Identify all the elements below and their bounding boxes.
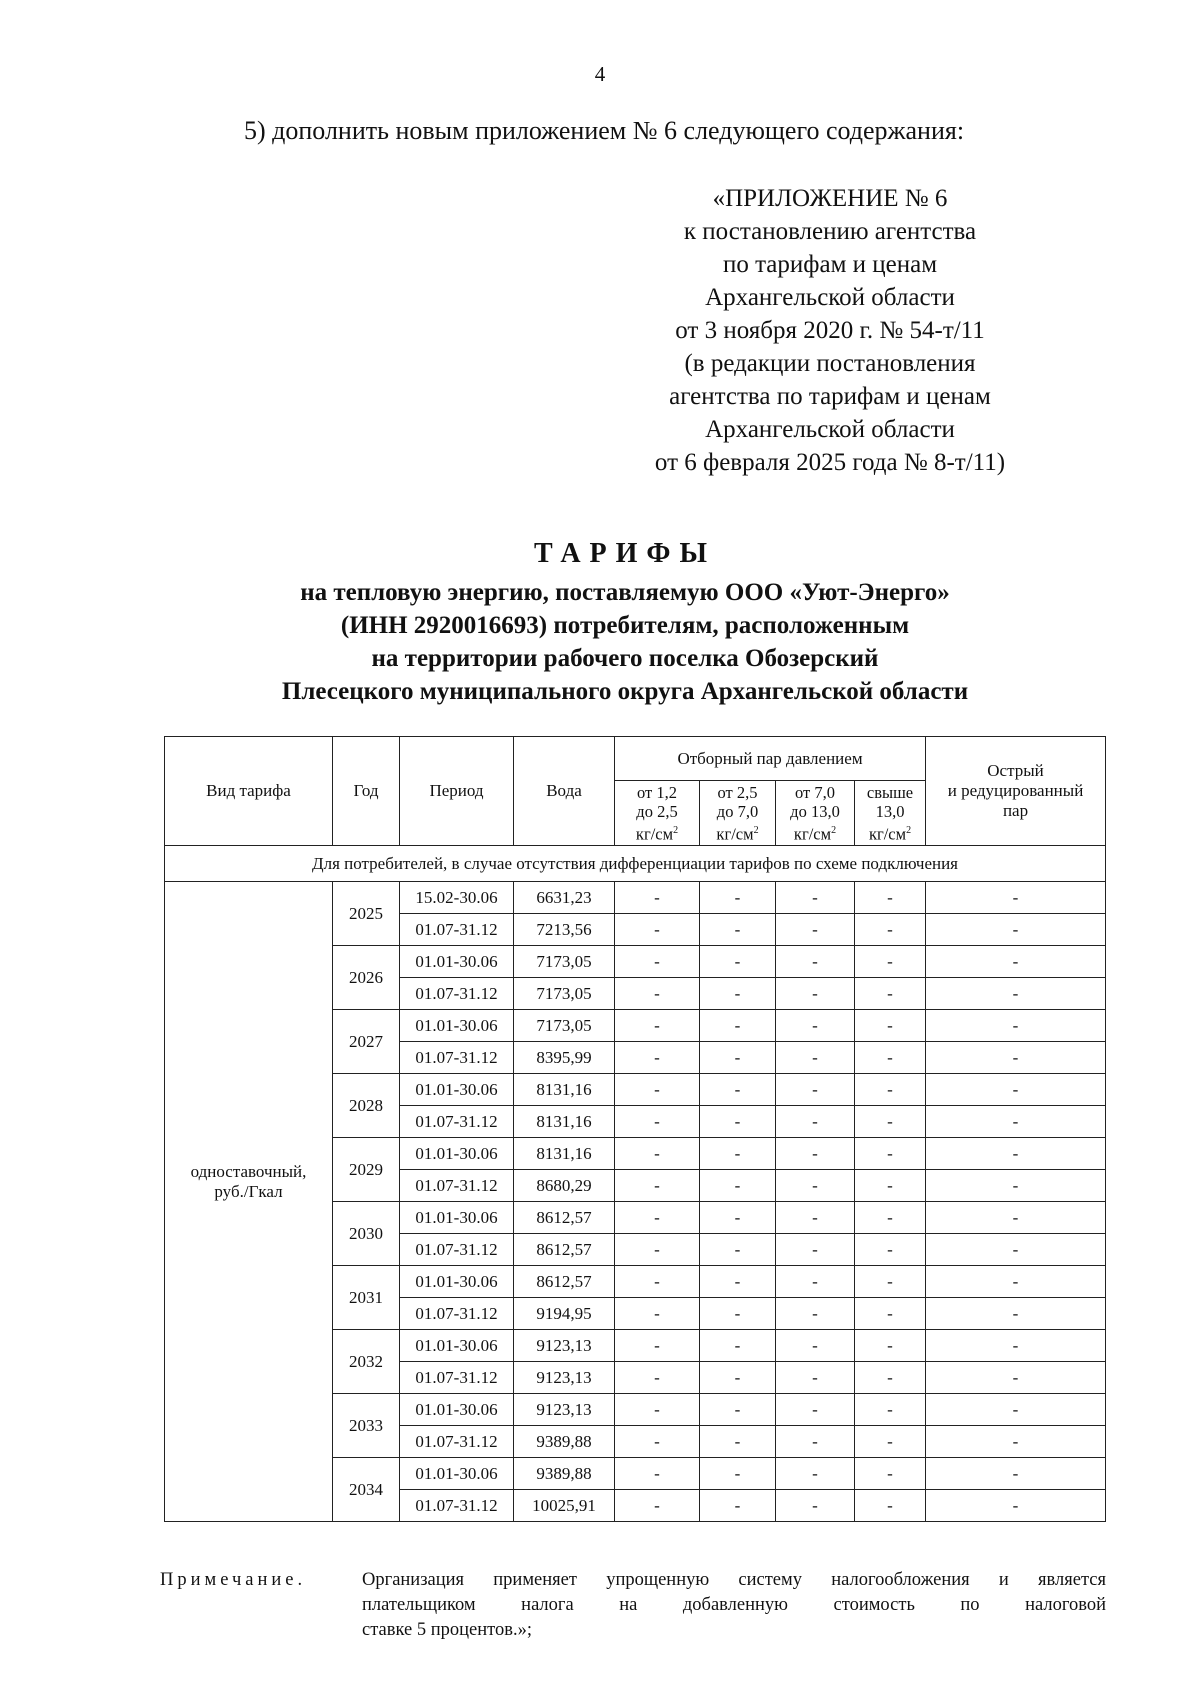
header-steam-line: до 7,0 [716,801,759,821]
dash-cell: - [855,1170,926,1202]
appendix-line: Архангельской области [705,284,955,311]
dash-cell: - [926,1138,1106,1170]
dash-cell: - [926,978,1106,1010]
dash-cell: - [700,1330,776,1362]
water-cell: 9123,13 [514,1330,615,1362]
appendix-line: к постановлению агентства [683,218,977,245]
period-cell: 01.01-30.06 [400,946,514,978]
period-cell: 01.01-30.06 [400,1458,514,1490]
page-number: 4 [594,62,606,86]
dash-cell: - [615,1138,700,1170]
water-cell: 9123,13 [514,1362,615,1394]
dash-cell: - [700,1106,776,1138]
dash-cell: - [615,1298,700,1330]
unit-sup: 2 [906,824,912,836]
period-cell: 01.01-30.06 [400,1266,514,1298]
header-steam-line: до 13,0 [790,801,840,821]
period-cell: 15.02-30.06 [400,882,514,914]
header-steam-col [776,781,855,846]
dash-cell: - [700,1394,776,1426]
dash-cell: - [926,914,1106,946]
dash-cell: - [926,946,1106,978]
dash-cell: - [926,1298,1106,1330]
dash-cell: - [855,1042,926,1074]
dash-cell: - [776,1202,855,1234]
unit-sup: 2 [673,824,679,836]
dash-cell: - [926,1042,1106,1074]
dash-cell: - [926,1202,1106,1234]
year-cell: 2025 [333,882,400,946]
dash-cell: - [776,1298,855,1330]
header-steam-unit [702,821,773,844]
dash-cell: - [926,1106,1106,1138]
period-cell: 01.07-31.12 [400,1170,514,1202]
dash-cell: - [700,1490,776,1522]
dash-cell: - [776,1074,855,1106]
document-title [200,538,1050,708]
year-cell: 2031 [333,1266,400,1330]
water-cell: 8612,57 [514,1234,615,1266]
dash-cell: - [855,1202,926,1234]
dash-cell: - [700,1362,776,1394]
dash-cell: - [615,1170,700,1202]
header-steam-line: свыше [866,782,914,802]
dash-cell: - [776,1170,855,1202]
water-cell: 9389,88 [514,1458,615,1490]
header-steam-line: от 1,2 [637,782,677,802]
title-main: ТАРИФЫ [534,538,716,569]
dash-cell: - [855,914,926,946]
period-cell: 01.07-31.12 [400,1042,514,1074]
note-line: плательщиком налога на добавленную стоимость по налоговой [362,1595,1106,1615]
unit-text: кг/см [793,824,832,844]
year-cell: 2028 [333,1074,400,1138]
header-sharp-steam [926,737,1106,846]
period-cell: 01.07-31.12 [400,1362,514,1394]
dash-cell: - [926,1010,1106,1042]
dash-cell: - [776,1266,855,1298]
header-steam-col [855,781,926,846]
dash-cell: - [926,1074,1106,1106]
intro-paragraph: 5) дополнить новым приложением № 6 следующего содержания: [244,116,965,145]
dash-cell: - [700,1010,776,1042]
dash-cell: - [615,1266,700,1298]
header-tariff-type: Вид тарифа [165,737,333,846]
year-cell: 2026 [333,946,400,1010]
appendix-line: от 6 февраля 2025 года № 8-т/11) [654,449,1006,476]
year-cell: 2027 [333,1010,400,1074]
dash-cell: - [776,1394,855,1426]
appendix-header [620,182,1040,479]
dash-cell: - [855,978,926,1010]
dash-cell: - [700,1266,776,1298]
period-cell: 01.07-31.12 [400,1234,514,1266]
water-cell: 8131,16 [514,1074,615,1106]
dash-cell: - [926,1426,1106,1458]
dash-cell: - [926,1362,1106,1394]
water-cell: 9194,95 [514,1298,615,1330]
water-cell: 10025,91 [514,1490,615,1522]
header-steam-line: 13,0 [875,801,905,821]
dash-cell: - [776,882,855,914]
period-cell: 01.01-30.06 [400,1074,514,1106]
period-cell: 01.01-30.06 [400,1394,514,1426]
title-line: на территории рабочего поселка Обозерский [371,645,879,672]
period-cell: 01.01-30.06 [400,1202,514,1234]
dash-cell: - [700,1234,776,1266]
period-cell: 01.07-31.12 [400,978,514,1010]
dash-cell: - [855,1490,926,1522]
dash-cell: - [700,1426,776,1458]
water-cell: 7173,05 [514,1010,615,1042]
period-cell: 01.07-31.12 [400,1426,514,1458]
header-sharp-line: пар [1002,801,1029,820]
header-steam-line: до 2,5 [636,801,678,821]
dash-cell: - [855,1426,926,1458]
header-steam-line: от 7,0 [795,782,835,802]
appendix-line: Архангельской области [705,416,955,443]
header-year: Год [333,737,400,846]
year-cell: 2033 [333,1394,400,1458]
water-cell: 7173,05 [514,978,615,1010]
header-water: Вода [514,737,615,846]
period-cell: 01.07-31.12 [400,1298,514,1330]
dash-cell: - [700,1074,776,1106]
title-line: на тепловую энергию, поставляемую ООО «Уют-Энерго» [300,579,950,606]
dash-cell: - [855,1234,926,1266]
dash-cell: - [855,882,926,914]
dash-cell: - [700,1042,776,1074]
dash-cell: - [615,1426,700,1458]
water-cell: 8680,29 [514,1170,615,1202]
dash-cell: - [615,1394,700,1426]
dash-cell: - [776,1106,855,1138]
tariff-table [164,736,1106,1522]
header-steam-unit [857,821,923,844]
dash-cell: - [855,946,926,978]
dash-cell: - [776,1490,855,1522]
dash-cell: - [926,1490,1106,1522]
dash-cell: - [855,1458,926,1490]
note-label: Примечание. [160,1570,307,1590]
dash-cell: - [615,1490,700,1522]
appendix-line: агентства по тарифам и ценам [669,383,991,410]
dash-cell: - [926,882,1106,914]
water-cell: 8612,57 [514,1266,615,1298]
dash-cell: - [700,1138,776,1170]
dash-cell: - [776,946,855,978]
dash-cell: - [855,1394,926,1426]
dash-cell: - [615,1362,700,1394]
unit-text: кг/см [635,824,674,844]
appendix-line: по тарифам и ценам [722,251,938,278]
unit-text: кг/см [716,824,754,844]
year-cell: 2034 [333,1458,400,1522]
dash-cell: - [615,978,700,1010]
dash-cell: - [855,1298,926,1330]
tariff-type-line: руб./Гкал [214,1181,283,1201]
dash-cell: - [855,1106,926,1138]
unit-text: кг/см [868,824,907,844]
period-cell: 01.07-31.12 [400,914,514,946]
dash-cell: - [615,1234,700,1266]
dash-cell: - [776,1234,855,1266]
dash-cell: - [926,1266,1106,1298]
dash-cell: - [615,946,700,978]
year-cell: 2032 [333,1330,400,1394]
dash-cell: - [700,1170,776,1202]
tariff-type-line: одноставочный, [190,1161,307,1181]
water-cell: 7173,05 [514,946,615,978]
dash-cell: - [776,1458,855,1490]
dash-cell: - [615,1458,700,1490]
water-cell: 8395,99 [514,1042,615,1074]
period-cell: 01.01-30.06 [400,1010,514,1042]
water-cell: 9389,88 [514,1426,615,1458]
dash-cell: - [855,1138,926,1170]
dash-cell: - [855,1266,926,1298]
dash-cell: - [776,978,855,1010]
water-cell: 8131,16 [514,1138,615,1170]
header-steam-group: Отборный пар давлением [615,737,926,781]
dash-cell: - [855,1074,926,1106]
water-cell: 8131,16 [514,1106,615,1138]
tariff-type-cell [165,882,333,1522]
dash-cell: - [615,882,700,914]
header-period: Период [400,737,514,846]
dash-cell: - [776,1362,855,1394]
dash-cell: - [615,1330,700,1362]
header-steam-line: от 2,5 [717,782,758,802]
title-line: (ИНН 2920016693) потребителям, расположенным [340,612,910,639]
header-steam-unit [617,821,697,844]
period-cell: 01.01-30.06 [400,1330,514,1362]
dash-cell: - [776,914,855,946]
appendix-line: от 3 ноября 2020 г. № 54-т/11 [675,317,985,344]
water-cell: 9123,13 [514,1394,615,1426]
appendix-line: (в редакции постановления [684,350,976,377]
year-cell: 2030 [333,1202,400,1266]
dash-cell: - [926,1330,1106,1362]
dash-cell: - [776,1042,855,1074]
dash-cell: - [700,946,776,978]
dash-cell: - [855,1362,926,1394]
title-line: Плесецкого муниципального округа Архангельской области [281,678,969,705]
dash-cell: - [776,1010,855,1042]
dash-cell: - [926,1458,1106,1490]
dash-cell: - [926,1234,1106,1266]
note-line: ставке 5 процентов.»; [362,1620,532,1640]
section-label: Для потребителей, в случае отсутствия дифференциации тарифов по схеме подключения [165,846,1106,882]
period-cell: 01.07-31.12 [400,1106,514,1138]
dash-cell: - [615,1074,700,1106]
header-sharp-line: Острый [987,761,1044,780]
dash-cell: - [855,1010,926,1042]
dash-cell: - [615,1042,700,1074]
dash-cell: - [700,1202,776,1234]
header-steam-unit [778,821,852,844]
table-row [165,882,1106,914]
dash-cell: - [700,882,776,914]
water-cell: 6631,23 [514,882,615,914]
water-cell: 8612,57 [514,1202,615,1234]
dash-cell: - [776,1426,855,1458]
appendix-line: «ПРИЛОЖЕНИЕ № 6 [712,185,948,212]
header-steam-col [615,781,700,846]
note-line: Организация применяет упрощенную систему налогообложения и является [362,1570,1106,1590]
unit-sup: 2 [831,824,837,836]
dash-cell: - [615,914,700,946]
dash-cell: - [926,1394,1106,1426]
dash-cell: - [700,1458,776,1490]
header-steam-col [700,781,776,846]
year-cell: 2029 [333,1138,400,1202]
dash-cell: - [700,1298,776,1330]
dash-cell: - [700,914,776,946]
water-cell: 7213,56 [514,914,615,946]
dash-cell: - [855,1330,926,1362]
period-cell: 01.01-30.06 [400,1138,514,1170]
period-cell: 01.07-31.12 [400,1490,514,1522]
dash-cell: - [926,1170,1106,1202]
dash-cell: - [615,1106,700,1138]
dash-cell: - [776,1330,855,1362]
dash-cell: - [700,978,776,1010]
dash-cell: - [776,1138,855,1170]
header-sharp-line: и редуцированный [947,781,1084,800]
note-text [362,1568,1106,1643]
unit-sup: 2 [753,824,759,836]
dash-cell: - [615,1010,700,1042]
dash-cell: - [615,1202,700,1234]
